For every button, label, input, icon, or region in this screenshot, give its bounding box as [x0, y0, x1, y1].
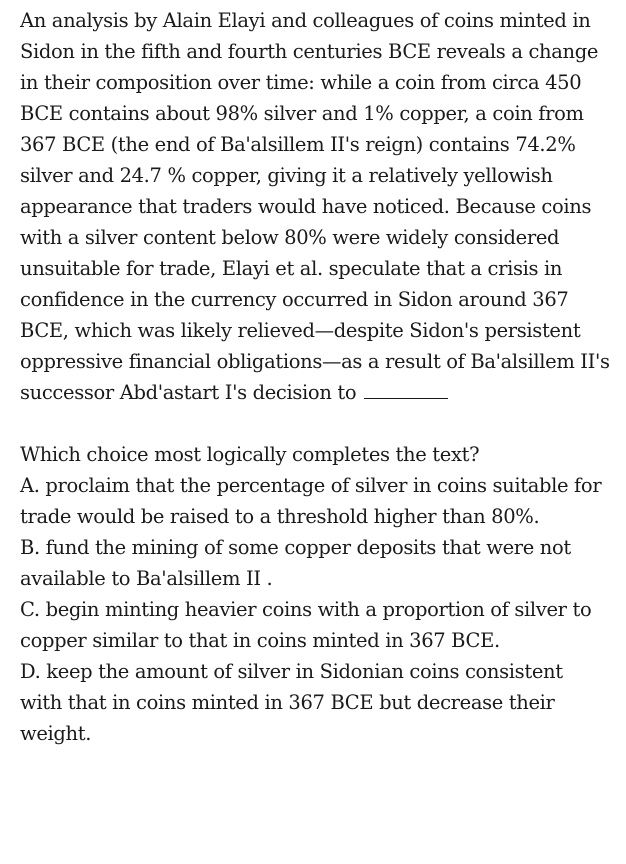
- choice-b: B. fund the mining of some copper deposits that were not available to Ba'alsillem II .: [20, 536, 571, 590]
- question-document: [20, 5, 610, 749]
- passage: [20, 5, 610, 408]
- choice-d: D. keep the amount of silver in Sidonian coins consistent with that in coins minted in 367 BCE but decrease their weight.: [20, 660, 563, 745]
- question-prompt: Which choice most logically completes the text?: [20, 443, 480, 466]
- choice-a: A. proclaim that the percentage of silver in coins suitable for trade would be raised to a threshold higher than 80%.: [20, 474, 602, 528]
- choice-c: C. begin minting heavier coins with a proportion of silver to copper similar to that in coins minted in 367 BCE.: [20, 598, 592, 652]
- passage-text: An analysis by Alain Elayi and colleagues of coins minted in Sidon in the fifth and fourth centuries BCE reveals a change in their composition over time: while a coin from circa 450 BCE contains about 98% silver and 1% copper, a coin from 367 BCE (the end of Ba'alsillem II's reign) contains 74.2% silver and 24.7 % copper, giving it a relatively yellowish appearance that traders would have noticed. Because coins with a silver content below 80% were widely considered unsuitable for trade, Elayi et al. speculate that a crisis in confidence in the currency occurred in Sidon around 367 BCE, which was likely relieved—despite Sidon's persistent oppressive financial obligations—as a result of Ba'alsillem II's successor Abd'astart I's decision to: [20, 9, 610, 404]
- answer-blank: [364, 397, 448, 399]
- question-block: [20, 439, 610, 749]
